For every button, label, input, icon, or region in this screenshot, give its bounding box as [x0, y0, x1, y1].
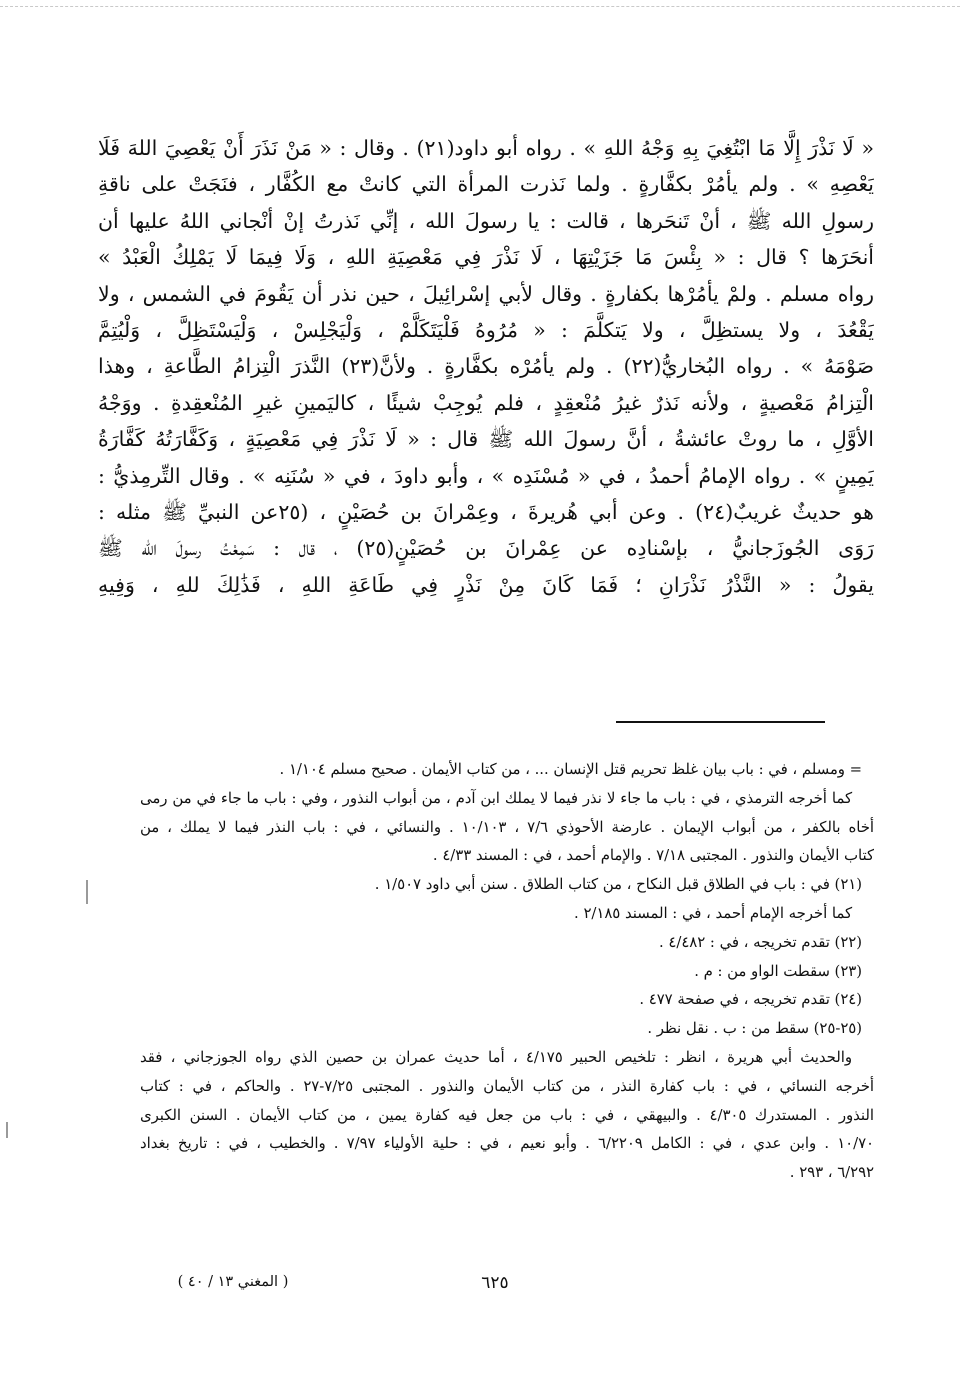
- margin-mark: [6, 1122, 8, 1138]
- footnote-line: = ومسلم ، في : باب بيان غلظ تحريم قتل الإنسان ... ، من كتاب الأيمان . صحيح مسلم ١/١٠٤ .: [279, 761, 862, 778]
- main-text-line: هو حديثٌ غريبٌ(٢٤) . وعن أبي هُريرةَ ، وعِمْرانَ بن حُصَيْنٍ ، (٢٥عن النبيِّ ﷺ مثله :: [98, 499, 874, 524]
- main-text-line: رَوَى الجُوزَجانيُّ ، بإسْنادِه عن عِمْرانَ بن حُصَيْنٍ(٢٥) ، قال : سَمِعْتُ رسولَ الله ﷺ: [98, 536, 874, 561]
- footnotes-block: [140, 756, 874, 1188]
- footnote-line: (٢١) في : باب في الطلاق قبل النكاح ، من كتاب الطلاق . سنن أبي داود ١/٥٠٧ .: [374, 876, 862, 894]
- main-text-line: أنحَرَها ؟ قال : « بِئْسَ مَا جَزَيْتِهَا ، لَا نَذْرَ فِي مَعْصِيَةِ اللهِ ، وَلَا فِيمَا لَا يَمْلِكُ الْعَبْدُ »: [98, 245, 874, 270]
- footnote-line: (٢٥-٢٥) سقط من : ب . نقل نظر .: [647, 1020, 862, 1038]
- main-text-line: يَقْعُدَ ، ولا يستظِلَّ ، ولا يَتكلَّمَ : « مُرُوهُ فَلْيَتَكَلَّمْ ، وَلْيَجْلِسْ ، وَلْيَسْتَظِلَّ ، وَلْيُتِمَّ: [98, 317, 874, 342]
- page-number: ٦٢٥: [481, 1273, 509, 1293]
- footnote-line: ١٠/٧٠ . وابن عدي ، في : الكامل ٦/٢٢٠٩ . وأبو نعيم ، في : حلية الأولياء ٧/٩٧ . والخطيب ، في : تاريخ بغداد: [140, 1135, 874, 1153]
- footnote-line: (٢٣) سقطت الواو من : م .: [694, 962, 862, 980]
- footnote-line: أخاه بالكفر ، من أبواب الإيمان . عارضة الأحوذي ٧/٦ ، ١٠/١٠٣ . والنسائي ، في : باب النذر فيما لا يملك ، من: [140, 818, 874, 836]
- main-text-line: يَمِينٍ » . رواه الإمامُ أحمدُ ، في « مُسْنَدِه » ، وأبو داودَ ، في « سُنَنِه » . وقال التِّرمِذيُّ :: [98, 463, 874, 488]
- main-text-line: رواه مسلم . ولمْ يأمُرْها بكفارةٍ . وقال لأبي إسْرائِيلَ ، حين نذر أن يَقُومَ في الشمس ، ولا: [98, 281, 874, 306]
- footnote-line: كما أخرجه الترمذي ، في : باب ما جاء لا نذر فيما لا يملك ابن آدم ، من أبواب النذور ، وفي : باب ما جاء في من رمى: [140, 789, 852, 807]
- footnote-line: أخرجه النسائي ، في : باب كفارة النذر ، من كتاب الأيمان والنذور . المجتبى ٧/٢٥-٢٧ . والحاكم ، في : كتاب: [140, 1077, 874, 1095]
- footnote-line: (٢٢) تقدم تخريجه ، في : ٤/٤٨٢ .: [658, 933, 862, 951]
- main-text-line: « لَا نَذْرَ إِلَّا مَا ابْتُغِيَ بِهِ وَجْهُ اللهِ » . رواه أبو داود(٢١) . وقال : « مَنْ نَذَرَ أَنْ يَعْصِيَ اللهَ فَلَا: [98, 136, 874, 160]
- footnote-line: ٦/٢٩٢ ، ٢٩٣ .: [789, 1164, 874, 1182]
- footnote-line: والحديث أبي هريرة ، انظر : تلخيص الحبير ٤/١٧٥ ، أما حديث عمران بن حصين الذي رواه الجوزجاني ، فقد: [140, 1048, 852, 1066]
- footnote-line: (٢٤) تقدم تخريجه ، في صفحة ٤٧٧ .: [639, 991, 862, 1009]
- main-text-line: صَوْمَهُ » . رواه البُخاريُّ(٢٢) . ولم يأمُرْه بكفَّارةٍ . ولأنَّ(٢٣) النَّذرَ الْتِزامُ الطَّاعةِ ، وهذا: [98, 354, 874, 379]
- footnote-line: كما أخرجه الإمام أحمد ، في : المسند ٢/١٨٥ .: [574, 904, 852, 922]
- margin-mark: [86, 880, 88, 904]
- main-text-line: الأوَّلِ ، ما روتْ عائشةُ ، أنَّ رسولَ الله ﷺ قال : « لَا نَذْرَ فِي مَعْصِيَةٍ ، وَكَفَّارَتُهُ كَفَّارَةُ: [98, 427, 874, 452]
- footnote-line: النذور . المستدرك ٤/٣٠٥ . والبيهقي ، في : باب من جعل فيه كفارة يمين ، من كتاب الأيمان . السنن الكبرى: [140, 1106, 874, 1124]
- main-text-line: يَعْصِهِ » . ولم يأمُرْ بكفَّارةٍ . ولما نَذرت المرأة التي كانتْ مع الكُفَّار ، فنَجَتْ على ناقةِ: [98, 172, 874, 197]
- footnote-line: كتاب الأيمان والنذور . المجتبى ٧/١٨ . والإمام أحمد ، في : المسند ٤/٣٣ .: [432, 847, 874, 865]
- main-text-line: الْتِزامُ مَعْصيةٍ ، ولأنه نَذرٌ غيرُ مُنْعقِدٍ ، فلم يُوجِبْ شيئًا ، كاليَمينِ غيرِ المُنْعقِدةِ . ووَجْهُ: [98, 390, 874, 415]
- footnote-separator: [616, 721, 825, 723]
- volume-reference: ( المغني ١٣ / ٤٠ ): [177, 1274, 289, 1290]
- main-text-line: رسولِ الله ﷺ ، أنْ تَنحَرها ، قالت : يا رسولَ الله ، إنِّي نَذرتُ إنْ أنْجاني اللهُ عليها أن: [98, 208, 874, 233]
- main-text-block: [98, 130, 874, 603]
- main-text-line: يقولُ : « النَّذْرُ نَذْرَانِ ؛ فَمَا كَانَ مِنْ نَذْرٍ فِي طَاعَةِ اللهِ ، فَذَٰلِكَ للهِ ، وَفِيهِ: [98, 572, 874, 597]
- scan-top-edge: [0, 6, 960, 7]
